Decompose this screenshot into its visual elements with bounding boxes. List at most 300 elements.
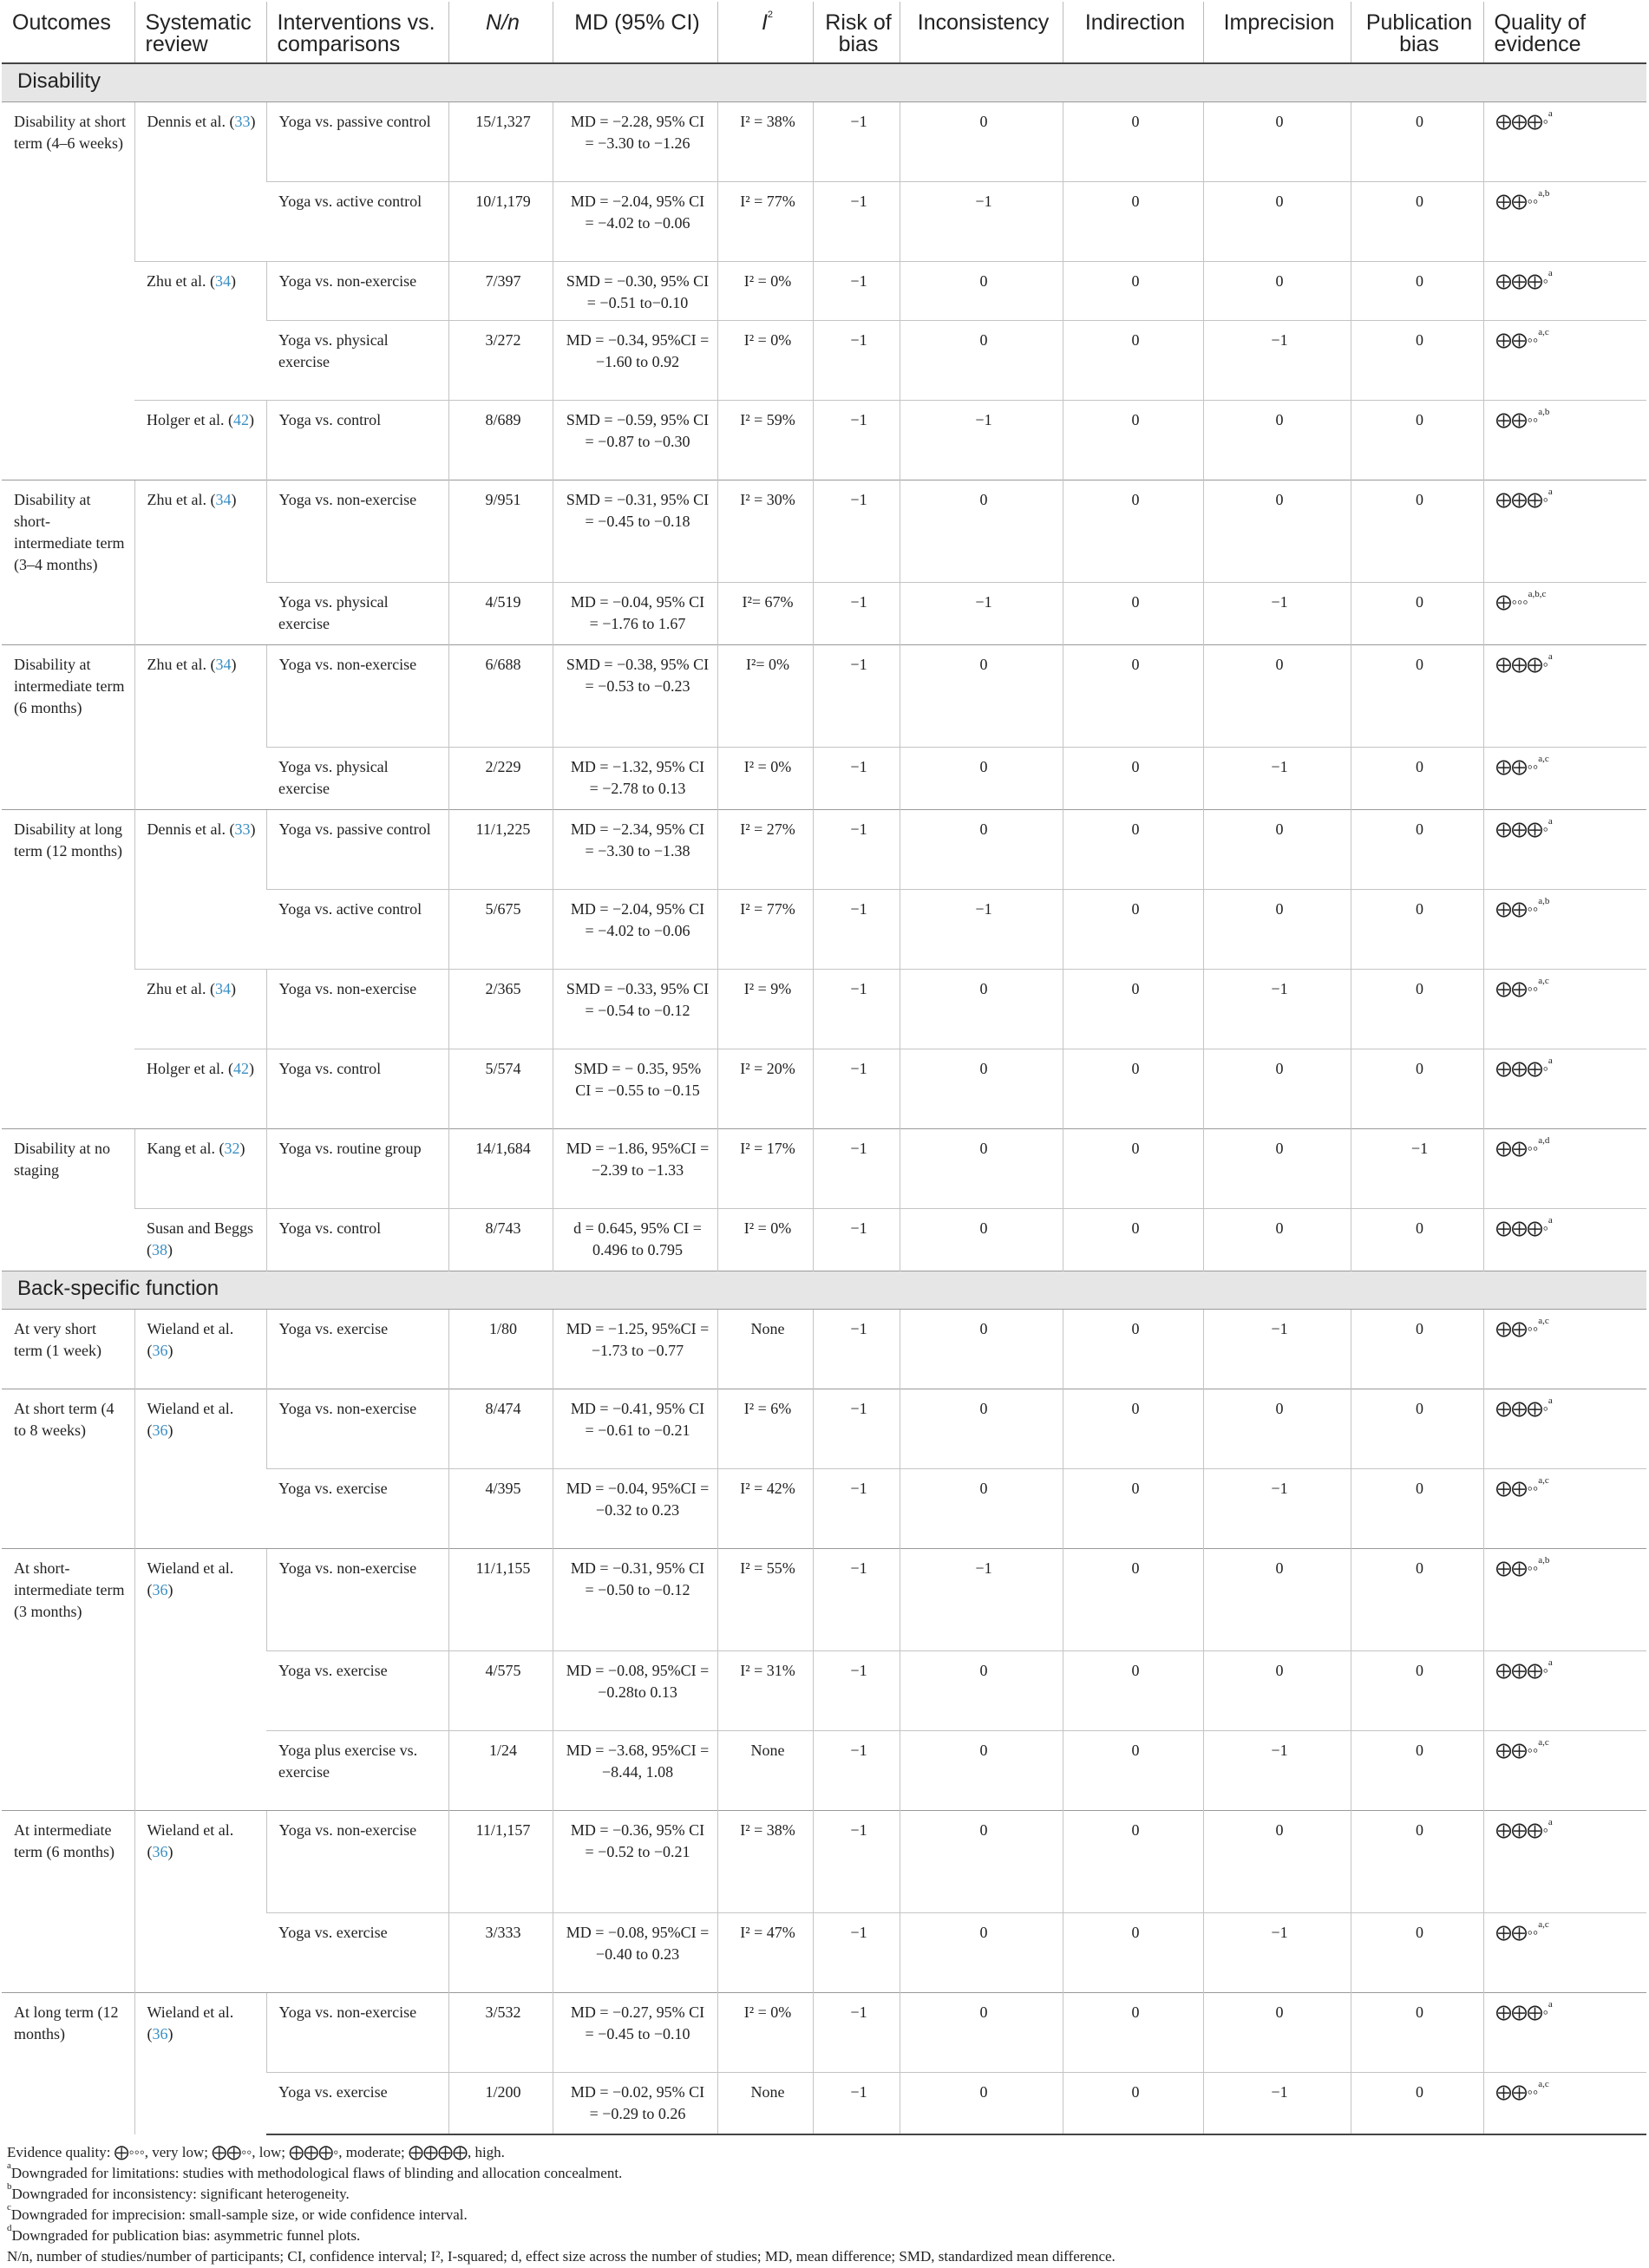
- outcome-cell: At short term (4 to 8 weeks): [2, 1389, 134, 1548]
- comparison-cell: Yoga vs. non-exercise: [266, 1992, 448, 2072]
- quality-symbols: ⨁⨁◦◦: [1495, 1923, 1539, 1941]
- md-cell: SMD = −0.30, 95% CI = −0.51 to−0.10: [553, 261, 717, 320]
- review-ref: 34: [214, 271, 231, 290]
- quality-symbols: ⨁⨁⨁◦: [1495, 112, 1548, 130]
- table-body: [2, 63, 1646, 2134]
- risk-of-bias-cell: −1: [813, 1389, 900, 1468]
- nn-cell: 15/1,327: [448, 101, 553, 181]
- inconsistency-cell: 0: [900, 644, 1063, 747]
- risk-of-bias-cell: −1: [813, 809, 900, 889]
- i2-cell: I² = 27%: [717, 809, 813, 889]
- imprecision-cell: 0: [1203, 1650, 1351, 1730]
- indirection-cell: 0: [1063, 582, 1203, 644]
- i2-cell: I² = 42%: [717, 1468, 813, 1548]
- comparison-cell: Yoga vs. physical exercise: [266, 320, 448, 400]
- footnote-mark: a: [7, 2160, 11, 2171]
- comparison-cell: Yoga vs. control: [266, 1049, 448, 1128]
- i2-cell: I²= 67%: [717, 582, 813, 644]
- risk-of-bias-cell: −1: [813, 969, 900, 1049]
- quality-cell: [1483, 1730, 1646, 1810]
- publication-bias-cell: 0: [1351, 320, 1483, 400]
- imprecision-cell: 0: [1203, 1128, 1351, 1208]
- imprecision-cell: 0: [1203, 101, 1351, 181]
- quality-cell: [1483, 1208, 1646, 1271]
- review-ref: 36: [152, 1421, 168, 1439]
- table-header-row: [2, 2, 1646, 63]
- nn-cell: 3/333: [448, 1912, 553, 1992]
- review-cell: [134, 1309, 266, 1389]
- footnote-mark: d: [7, 2223, 12, 2233]
- imprecision-cell: 0: [1203, 261, 1351, 320]
- quality-footnote-marks: a,c: [1538, 1474, 1549, 1486]
- i2-cell: I² = 17%: [717, 1128, 813, 1208]
- quality-symbols: ⨁⨁◦◦: [1495, 1139, 1539, 1157]
- quality-symbols: ⨁⨁◦◦: [1495, 979, 1539, 997]
- i2-cell: I² = 77%: [717, 181, 813, 261]
- i2-cell: None: [717, 1309, 813, 1389]
- quality-symbols: ⨁⨁◦◦: [1495, 410, 1539, 428]
- publication-bias-cell: 0: [1351, 1650, 1483, 1730]
- md-cell: MD = −0.02, 95% CI = −0.29 to 0.26: [553, 2072, 717, 2134]
- quality-symbols: ⨁⨁◦◦: [1495, 1319, 1539, 1337]
- table-row: [2, 101, 1646, 181]
- inconsistency-cell: 0: [900, 2072, 1063, 2134]
- publication-bias-cell: 0: [1351, 1309, 1483, 1389]
- imprecision-cell: −1: [1203, 1730, 1351, 1810]
- imprecision-cell: 0: [1203, 1049, 1351, 1128]
- risk-of-bias-cell: −1: [813, 320, 900, 400]
- quality-symbols: ⨁⨁⨁◦: [1495, 1661, 1548, 1679]
- nn-cell: 10/1,179: [448, 181, 553, 261]
- review-ref: 36: [152, 2024, 168, 2043]
- md-cell: SMD = −0.38, 95% CI = −0.53 to −0.23: [553, 644, 717, 747]
- md-cell: SMD = − 0.35, 95% CI = −0.55 to −0.15: [553, 1049, 717, 1128]
- imprecision-cell: 0: [1203, 181, 1351, 261]
- quality-symbols: ⨁⨁⨁◦: [1495, 820, 1548, 838]
- inconsistency-cell: −1: [900, 181, 1063, 261]
- publication-bias-cell: 0: [1351, 747, 1483, 809]
- i2-cell: I² = 0%: [717, 261, 813, 320]
- footnote-mark: c: [7, 2202, 11, 2212]
- indirection-cell: 0: [1063, 1389, 1203, 1468]
- risk-of-bias-cell: −1: [813, 644, 900, 747]
- review-close: ): [230, 979, 236, 997]
- risk-of-bias-cell: −1: [813, 1049, 900, 1128]
- footnote-line: [7, 2160, 1646, 2184]
- header-risk-of-bias: Risk of bias: [813, 2, 900, 63]
- nn-cell: 8/743: [448, 1208, 553, 1271]
- imprecision-cell: 0: [1203, 480, 1351, 582]
- table-row: [2, 1309, 1646, 1389]
- quality-cell: [1483, 1049, 1646, 1128]
- comparison-cell: Yoga vs. active control: [266, 889, 448, 969]
- quality-cell: [1483, 2072, 1646, 2134]
- indirection-cell: 0: [1063, 1810, 1203, 1912]
- header-interventions: Interventions vs. comparisons: [266, 2, 448, 63]
- evidence-quality-document: [2, 2, 1646, 2267]
- table-row: [2, 1992, 1646, 2072]
- risk-of-bias-cell: −1: [813, 2072, 900, 2134]
- indirection-cell: 0: [1063, 261, 1203, 320]
- quality-cell: [1483, 320, 1646, 400]
- inconsistency-cell: 0: [900, 809, 1063, 889]
- quality-cell: [1483, 1128, 1646, 1208]
- header-i2-sup: 2: [767, 10, 774, 20]
- indirection-cell: 0: [1063, 1309, 1203, 1389]
- md-cell: MD = −0.08, 95%CI = −0.40 to 0.23: [553, 1912, 717, 1992]
- md-cell: MD = −0.04, 95%CI = −0.32 to 0.23: [553, 1468, 717, 1548]
- md-cell: MD = −0.34, 95%CI = −1.60 to 0.92: [553, 320, 717, 400]
- indirection-cell: 0: [1063, 809, 1203, 889]
- header-imprecision: Imprecision: [1203, 2, 1351, 63]
- comparison-cell: Yoga vs. non-exercise: [266, 644, 448, 747]
- md-cell: MD = −0.08, 95%CI = −0.28to 0.13: [553, 1650, 717, 1730]
- quality-footnote-marks: a,c: [1538, 1736, 1549, 1748]
- footnote-line: [7, 2142, 1646, 2163]
- imprecision-cell: −1: [1203, 320, 1351, 400]
- quality-cell: [1483, 1548, 1646, 1650]
- md-cell: MD = −1.25, 95%CI = −1.73 to −0.77: [553, 1309, 717, 1389]
- imprecision-cell: 0: [1203, 1389, 1351, 1468]
- review-close: ): [167, 1842, 173, 1860]
- section-title: Disability: [2, 63, 1646, 101]
- inconsistency-cell: 0: [900, 1309, 1063, 1389]
- review-ref: 32: [224, 1139, 240, 1157]
- md-cell: MD = −2.04, 95% CI = −4.02 to −0.06: [553, 889, 717, 969]
- review-close: ): [250, 820, 256, 838]
- nn-cell: 4/395: [448, 1468, 553, 1548]
- section-row: [2, 63, 1646, 101]
- review-cell: [134, 809, 266, 969]
- review-ref: 33: [234, 112, 251, 130]
- imprecision-cell: 0: [1203, 1208, 1351, 1271]
- nn-cell: 5/675: [448, 889, 553, 969]
- quality-cell: [1483, 969, 1646, 1049]
- inconsistency-cell: 0: [900, 1912, 1063, 1992]
- quality-cell: [1483, 1992, 1646, 2072]
- quality-cell: [1483, 101, 1646, 181]
- footnote-text: Downgraded for inconsistency: significant heterogeneity.: [11, 2186, 350, 2202]
- review-ref: 36: [152, 1580, 168, 1598]
- quality-footnote-marks: a,d: [1538, 1134, 1550, 1146]
- i2-cell: I² = 0%: [717, 1992, 813, 2072]
- outcome-cell: At short-intermediate term (3 months): [2, 1548, 134, 1810]
- comparison-cell: Yoga plus exercise vs. exercise: [266, 1730, 448, 1810]
- quality-cell: [1483, 644, 1646, 747]
- quality-footnote-marks: a,c: [1538, 753, 1549, 764]
- inconsistency-cell: −1: [900, 582, 1063, 644]
- imprecision-cell: −1: [1203, 1468, 1351, 1548]
- review-name: Wieland et al. (: [147, 1559, 234, 1598]
- inconsistency-cell: 0: [900, 1468, 1063, 1548]
- publication-bias-cell: −1: [1351, 1128, 1483, 1208]
- i2-cell: I² = 30%: [717, 480, 813, 582]
- review-close: ): [250, 112, 256, 130]
- md-cell: MD = −0.41, 95% CI = −0.61 to −0.21: [553, 1389, 717, 1468]
- md-cell: SMD = −0.33, 95% CI = −0.54 to −0.12: [553, 969, 717, 1049]
- footnote-text: Downgraded for publication bias: asymmetric funnel plots.: [11, 2227, 361, 2244]
- indirection-cell: 0: [1063, 1208, 1203, 1271]
- publication-bias-cell: 0: [1351, 1468, 1483, 1548]
- md-cell: MD = −0.36, 95% CI = −0.52 to −0.21: [553, 1810, 717, 1912]
- risk-of-bias-cell: −1: [813, 889, 900, 969]
- comparison-cell: Yoga vs. non-exercise: [266, 969, 448, 1049]
- table-footnotes: [2, 2135, 1646, 2267]
- inconsistency-cell: 0: [900, 480, 1063, 582]
- footnote-line: [7, 2223, 1646, 2246]
- comparison-cell: Yoga vs. non-exercise: [266, 1548, 448, 1650]
- risk-of-bias-cell: −1: [813, 480, 900, 582]
- quality-cell: [1483, 1912, 1646, 1992]
- imprecision-cell: −1: [1203, 582, 1351, 644]
- comparison-cell: Yoga vs. physical exercise: [266, 747, 448, 809]
- header-i2: [717, 2, 813, 63]
- quality-symbols: ⨁⨁⨁◦: [1495, 271, 1548, 290]
- imprecision-cell: 0: [1203, 1992, 1351, 2072]
- inconsistency-cell: 0: [900, 320, 1063, 400]
- publication-bias-cell: 0: [1351, 1730, 1483, 1810]
- imprecision-cell: 0: [1203, 1810, 1351, 1912]
- review-ref: 36: [152, 1341, 168, 1359]
- indirection-cell: 0: [1063, 1548, 1203, 1650]
- indirection-cell: 0: [1063, 1049, 1203, 1128]
- publication-bias-cell: 0: [1351, 1912, 1483, 1992]
- header-nn: N/n: [448, 2, 553, 63]
- quality-footnote-marks: a,b: [1538, 187, 1550, 199]
- quality-footnote-marks: a,c: [1538, 326, 1549, 337]
- publication-bias-cell: 0: [1351, 1810, 1483, 1912]
- header-indirection: Indirection: [1063, 2, 1203, 63]
- review-cell: [134, 969, 266, 1049]
- i2-cell: I² = 20%: [717, 1049, 813, 1128]
- review-name: Holger et al. (: [147, 1059, 233, 1077]
- quality-symbols: ⨁⨁◦◦: [1495, 192, 1539, 210]
- header-md: MD (95% CI): [553, 2, 717, 63]
- i2-cell: I² = 38%: [717, 101, 813, 181]
- quality-symbols: ⨁⨁◦◦: [1495, 2082, 1539, 2101]
- quality-footnote-marks: a: [1548, 267, 1553, 278]
- indirection-cell: 0: [1063, 1128, 1203, 1208]
- quality-symbols: ⨁⨁◦◦: [1495, 1741, 1539, 1759]
- nn-cell: 7/397: [448, 261, 553, 320]
- publication-bias-cell: 0: [1351, 261, 1483, 320]
- md-cell: SMD = −0.31, 95% CI = −0.45 to −0.18: [553, 480, 717, 582]
- imprecision-cell: −1: [1203, 747, 1351, 809]
- nn-cell: 6/688: [448, 644, 553, 747]
- indirection-cell: 0: [1063, 1650, 1203, 1730]
- review-ref: 33: [234, 820, 251, 838]
- review-cell: [134, 480, 266, 644]
- md-cell: MD = −2.28, 95% CI = −3.30 to −1.26: [553, 101, 717, 181]
- imprecision-cell: 0: [1203, 1548, 1351, 1650]
- nn-cell: 4/519: [448, 582, 553, 644]
- quality-cell: [1483, 809, 1646, 889]
- quality-footnote-marks: a,c: [1538, 2078, 1549, 2089]
- comparison-cell: Yoga vs. non-exercise: [266, 1389, 448, 1468]
- quality-cell: [1483, 1468, 1646, 1548]
- inconsistency-cell: −1: [900, 889, 1063, 969]
- imprecision-cell: 0: [1203, 400, 1351, 480]
- review-close: ): [167, 1341, 173, 1359]
- i2-cell: I² = 47%: [717, 1912, 813, 1992]
- comparison-cell: Yoga vs. passive control: [266, 101, 448, 181]
- i2-cell: I² = 55%: [717, 1548, 813, 1650]
- quality-footnote-marks: a,b: [1538, 1554, 1550, 1565]
- risk-of-bias-cell: −1: [813, 1468, 900, 1548]
- comparison-cell: Yoga vs. physical exercise: [266, 582, 448, 644]
- quality-footnote-marks: a,b: [1538, 895, 1550, 906]
- risk-of-bias-cell: −1: [813, 1208, 900, 1271]
- header-systematic-review: Systematic review: [134, 2, 266, 63]
- indirection-cell: 0: [1063, 1992, 1203, 2072]
- review-cell: [134, 101, 266, 261]
- review-cell: [134, 261, 266, 400]
- risk-of-bias-cell: −1: [813, 101, 900, 181]
- comparison-cell: Yoga vs. exercise: [266, 1468, 448, 1548]
- i2-cell: I² = 59%: [717, 400, 813, 480]
- quality-symbols: ⨁⨁◦◦: [1495, 330, 1539, 349]
- comparison-cell: Yoga vs. exercise: [266, 1650, 448, 1730]
- inconsistency-cell: 0: [900, 1049, 1063, 1128]
- header-i2-base: I: [761, 10, 768, 35]
- table-row: [2, 261, 1646, 320]
- review-name: Zhu et al. (: [147, 655, 216, 673]
- table-row: [2, 1389, 1646, 1468]
- inconsistency-cell: 0: [900, 969, 1063, 1049]
- table-row: [2, 1548, 1646, 1650]
- outcome-cell: Disability at intermediate term (6 months): [2, 644, 134, 809]
- risk-of-bias-cell: −1: [813, 747, 900, 809]
- outcome-cell: Disability at short-intermediate term (3–4 months): [2, 480, 134, 644]
- md-cell: MD = −0.04, 95% CI = −1.76 to 1.67: [553, 582, 717, 644]
- review-cell: [134, 644, 266, 809]
- quality-cell: [1483, 480, 1646, 582]
- indirection-cell: 0: [1063, 181, 1203, 261]
- section-title: Back-specific function: [2, 1271, 1646, 1309]
- md-cell: MD = −2.34, 95% CI = −3.30 to −1.38: [553, 809, 717, 889]
- i2-cell: I² = 9%: [717, 969, 813, 1049]
- review-name: Dennis et al. (: [147, 112, 235, 130]
- publication-bias-cell: 0: [1351, 1548, 1483, 1650]
- publication-bias-cell: 0: [1351, 809, 1483, 889]
- nn-cell: 1/200: [448, 2072, 553, 2134]
- quality-footnote-marks: a: [1548, 108, 1553, 119]
- nn-cell: 4/575: [448, 1650, 553, 1730]
- publication-bias-cell: 0: [1351, 1049, 1483, 1128]
- header-outcomes: Outcomes: [2, 2, 134, 63]
- review-name: Wieland et al. (: [147, 1399, 234, 1439]
- evidence-table: [2, 2, 1646, 2135]
- footnote-text: Evidence quality: ⨁◦◦◦, very low; ⨁⨁◦◦, low; ⨁⨁⨁◦, moderate; ⨁⨁⨁⨁, high.: [7, 2144, 505, 2160]
- review-cell: [134, 1208, 266, 1271]
- quality-cell: [1483, 261, 1646, 320]
- comparison-cell: Yoga vs. non-exercise: [266, 480, 448, 582]
- imprecision-cell: −1: [1203, 1912, 1351, 1992]
- quality-footnote-marks: a: [1548, 1214, 1553, 1226]
- table-row: [2, 480, 1646, 582]
- i2-cell: None: [717, 1730, 813, 1810]
- quality-cell: [1483, 582, 1646, 644]
- nn-cell: 1/24: [448, 1730, 553, 1810]
- indirection-cell: 0: [1063, 889, 1203, 969]
- inconsistency-cell: 0: [900, 1650, 1063, 1730]
- footnote-mark: b: [7, 2181, 12, 2192]
- review-cell: [134, 1128, 266, 1208]
- section-row: [2, 1271, 1646, 1309]
- risk-of-bias-cell: −1: [813, 181, 900, 261]
- publication-bias-cell: 0: [1351, 1389, 1483, 1468]
- indirection-cell: 0: [1063, 969, 1203, 1049]
- inconsistency-cell: 0: [900, 747, 1063, 809]
- quality-footnote-marks: a,b: [1538, 406, 1550, 417]
- i2-cell: I² = 0%: [717, 320, 813, 400]
- review-name: Wieland et al. (: [147, 1319, 234, 1359]
- quality-cell: [1483, 400, 1646, 480]
- risk-of-bias-cell: −1: [813, 582, 900, 644]
- publication-bias-cell: 0: [1351, 644, 1483, 747]
- quality-footnote-marks: a: [1548, 650, 1553, 662]
- indirection-cell: 0: [1063, 1468, 1203, 1548]
- md-cell: MD = −3.68, 95%CI = −8.44, 1.08: [553, 1730, 717, 1810]
- quality-cell: [1483, 1810, 1646, 1912]
- risk-of-bias-cell: −1: [813, 261, 900, 320]
- nn-cell: 2/365: [448, 969, 553, 1049]
- review-close: ): [248, 410, 254, 428]
- review-close: ): [231, 655, 237, 673]
- footnote-text: Downgraded for imprecision: small-sample size, or wide confidence interval.: [10, 2206, 468, 2223]
- risk-of-bias-cell: −1: [813, 1128, 900, 1208]
- quality-footnote-marks: a: [1548, 486, 1553, 497]
- quality-symbols: ⨁⨁◦◦: [1495, 757, 1539, 775]
- review-close: ): [230, 271, 236, 290]
- imprecision-cell: −1: [1203, 1309, 1351, 1389]
- quality-footnote-marks: a: [1548, 815, 1553, 827]
- nn-cell: 3/272: [448, 320, 553, 400]
- inconsistency-cell: 0: [900, 261, 1063, 320]
- quality-cell: [1483, 181, 1646, 261]
- quality-symbols: ⨁⨁◦◦: [1495, 1479, 1539, 1497]
- review-close: ): [167, 2024, 173, 2043]
- quality-symbols: ⨁⨁⨁◦: [1495, 1059, 1548, 1077]
- i2-cell: I² = 77%: [717, 889, 813, 969]
- review-ref: 42: [232, 410, 249, 428]
- nn-cell: 11/1,225: [448, 809, 553, 889]
- quality-symbols: ⨁⨁⨁◦: [1495, 1219, 1548, 1237]
- quality-footnote-marks: a,c: [1538, 1315, 1549, 1326]
- quality-cell: [1483, 1389, 1646, 1468]
- review-cell: [134, 400, 266, 480]
- nn-cell: 1/80: [448, 1309, 553, 1389]
- quality-footnote-marks: a: [1548, 1816, 1553, 1827]
- nn-cell: 9/951: [448, 480, 553, 582]
- publication-bias-cell: 0: [1351, 400, 1483, 480]
- review-close: ): [248, 1059, 254, 1077]
- indirection-cell: 0: [1063, 644, 1203, 747]
- inconsistency-cell: 0: [900, 1992, 1063, 2072]
- imprecision-cell: 0: [1203, 889, 1351, 969]
- outcome-cell: Disability at short term (4–6 weeks): [14, 112, 126, 152]
- comparison-cell: Yoga vs. non-exercise: [266, 261, 448, 320]
- quality-cell: [1483, 889, 1646, 969]
- comparison-cell: Yoga vs. routine group: [266, 1128, 448, 1208]
- header-publication-bias: Publication bias: [1351, 2, 1483, 63]
- i2-cell: I² = 31%: [717, 1650, 813, 1730]
- outcome-cell: At intermediate term (6 months): [2, 1810, 134, 1992]
- table-row: [2, 1049, 1646, 1128]
- publication-bias-cell: 0: [1351, 181, 1483, 261]
- indirection-cell: 0: [1063, 400, 1203, 480]
- review-close: ): [167, 1421, 173, 1439]
